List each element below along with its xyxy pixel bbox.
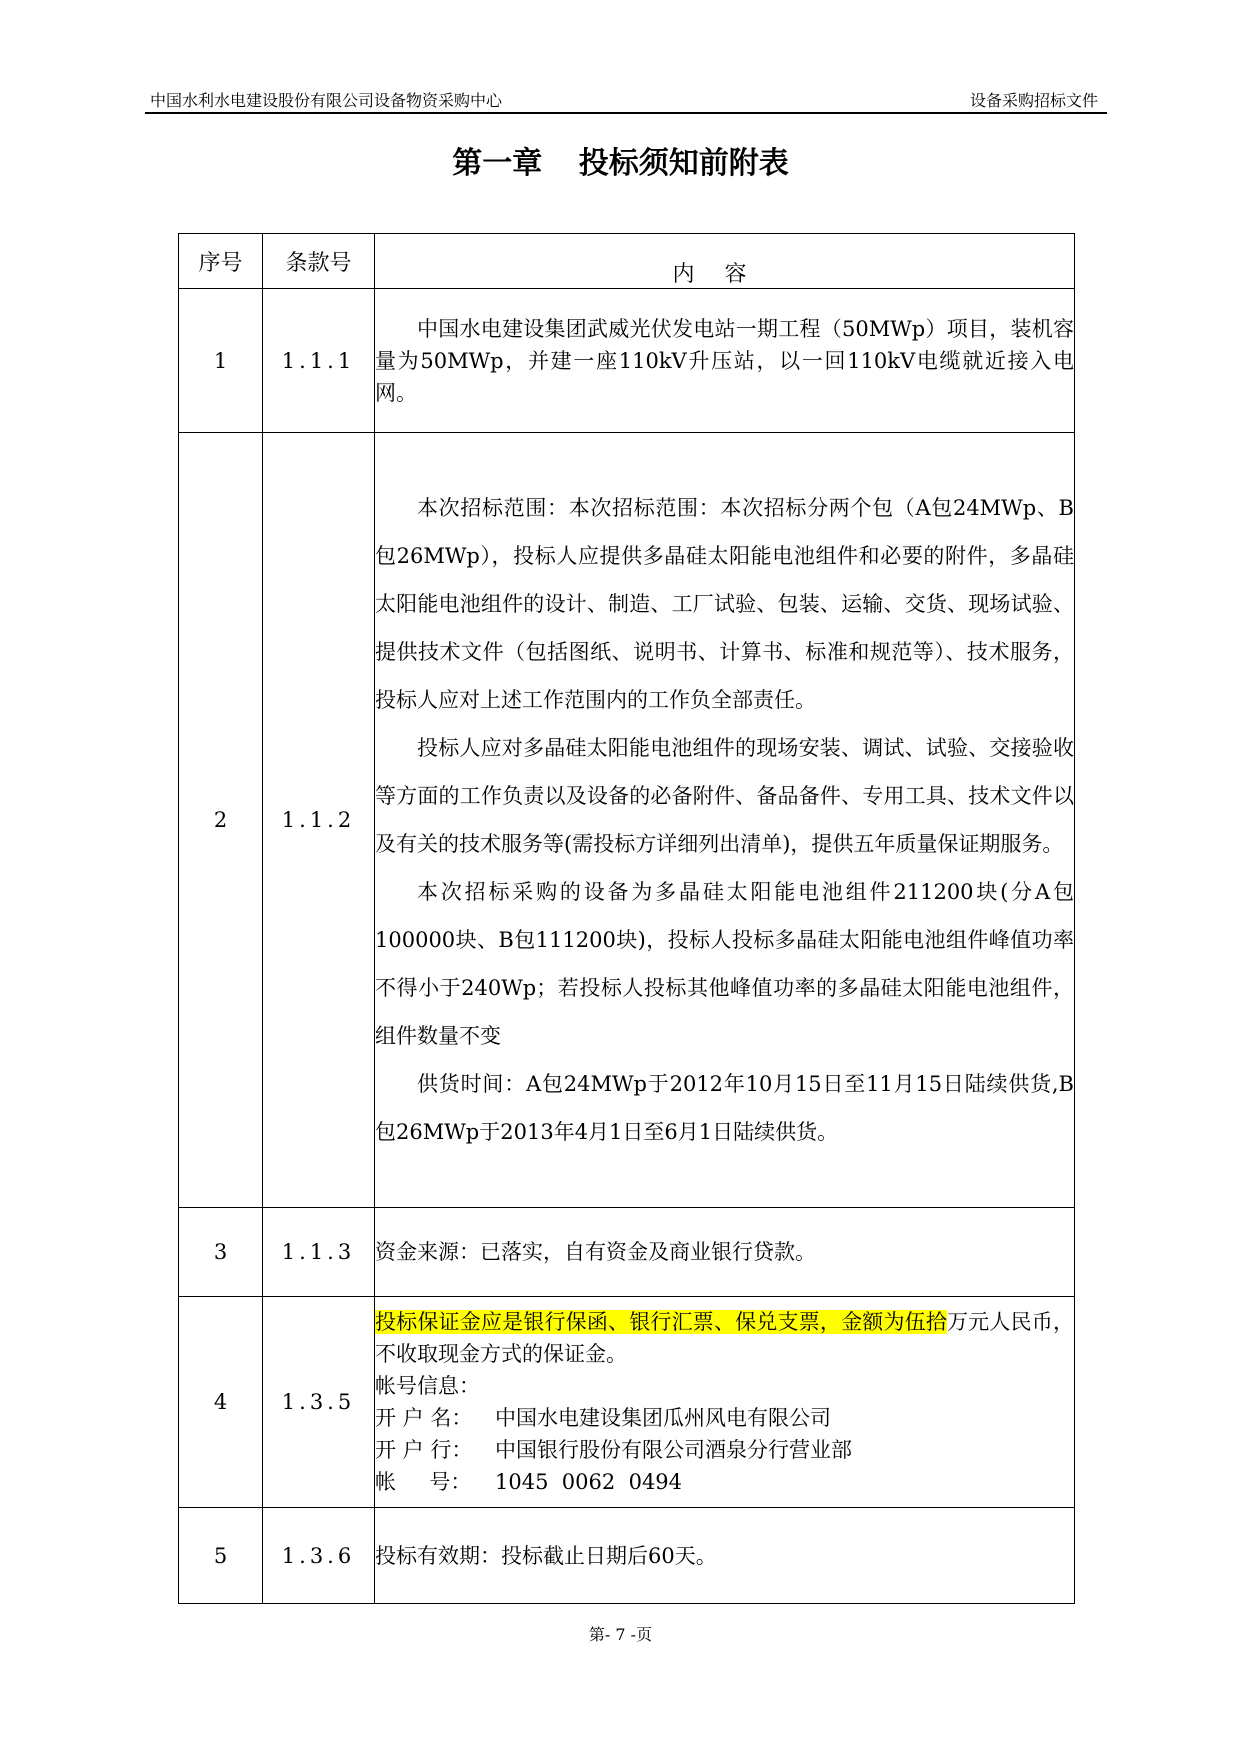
highlighted-text: 投标保证金应是银行保函、银行汇票、保兑支票，金额为伍拾 bbox=[375, 1310, 948, 1334]
account-value: 中国银行股份有限公司酒泉分行营业部 bbox=[495, 1438, 852, 1462]
header-org: 中国水利水电建设股份有限公司设备物资采购中心 bbox=[150, 91, 503, 110]
content-paragraph: 本次招标采购的设备为多晶硅太阳能电池组件211200块(分A包100000块、B包111200块)，投标人投标多晶硅太阳能电池组件峰值功率不得小于240Wp；若投标人投标其他峰值功率的多晶硅太阳能电池组件，组件数量不变 bbox=[375, 880, 1074, 1048]
account-bank-line bbox=[375, 1434, 1074, 1466]
deposit-paragraph bbox=[375, 1306, 1074, 1370]
col-header-no: 序号 bbox=[179, 234, 263, 289]
content-paragraph: 投标有效期：投标截止日期后60天。 bbox=[375, 1543, 717, 1568]
account-title: 帐号信息： bbox=[375, 1374, 480, 1398]
page-number: 第- 7 -页 bbox=[588, 1625, 653, 1644]
account-name-line bbox=[375, 1402, 1074, 1434]
account-label: 开 户 名： bbox=[375, 1406, 473, 1430]
header-divider bbox=[145, 112, 1107, 114]
row-clause: 1.1.3 bbox=[263, 1208, 375, 1297]
content-paragraph: 供货时间：A包24MWp于2012年10月15日至11月15日陆续供货,B包26MWp于2013年4月1日至6月1日陆续供货。 bbox=[375, 1072, 1074, 1144]
table-row bbox=[179, 1508, 1075, 1604]
table-header-row bbox=[179, 234, 1075, 289]
row-clause: 1.1.2 bbox=[263, 433, 375, 1208]
row-no: 5 bbox=[179, 1508, 263, 1604]
account-value: 中国水电建设集团瓜州风电有限公司 bbox=[495, 1406, 831, 1430]
header-doc-type: 设备采购招标文件 bbox=[969, 91, 1098, 110]
row-content bbox=[375, 433, 1075, 1208]
account-label: 开 户 行： bbox=[375, 1438, 473, 1462]
row-no: 3 bbox=[179, 1208, 263, 1297]
content-paragraph: 投标人应对多晶硅太阳能电池组件的现场安装、调试、试验、交接验收等方面的工作负责以及设备的必备附件、备品备件、专用工具、技术文件以及有关的技术服务等(需投标方详细列出清单)，提供五年质量保证期服务。 bbox=[375, 736, 1074, 856]
row-no: 1 bbox=[179, 289, 263, 433]
table-row bbox=[179, 1297, 1075, 1508]
row-no: 4 bbox=[179, 1297, 263, 1508]
col-header-clause: 条款号 bbox=[263, 234, 375, 289]
account-value: 1045 0062 0494 bbox=[495, 1470, 683, 1494]
content-paragraph: 本次招标范围：本次招标范围：本次招标分两个包（A包24MWp、B包26MWp），投标人应提供多晶硅太阳能电池组件和必要的附件，多晶硅太阳能电池组件的设计、制造、工厂试验、包装、运输、交货、现场试验、提供技术文件（包括图纸、说明书、计算书、标准和规范等）、技术服务，投标人应对上述工作范围内的工作负全部责任。 bbox=[375, 496, 1074, 712]
content-paragraph: 资金来源：已落实，自有资金及商业银行贷款。 bbox=[375, 1240, 816, 1264]
row-content bbox=[375, 1508, 1075, 1604]
content-paragraph: 中国水电建设集团武威光伏发电站一期工程（50MWp）项目，装机容量为50MWp，并建一座110kV升压站，以一回110kV电缆就近接入电网。 bbox=[375, 316, 1074, 405]
row-clause: 1.1.1 bbox=[263, 289, 375, 433]
row-content bbox=[375, 289, 1075, 433]
table-row bbox=[179, 1208, 1075, 1297]
row-content bbox=[375, 1208, 1075, 1297]
clause-table bbox=[178, 233, 1075, 1604]
deposit-text: 万元人民币，不收取现金方式的保证金。 bbox=[375, 1310, 1074, 1366]
col-header-content: 内容 bbox=[375, 234, 1075, 289]
account-label: 帐 号： bbox=[375, 1470, 472, 1494]
row-clause: 1.3.5 bbox=[263, 1297, 375, 1508]
account-number-line bbox=[375, 1466, 1074, 1498]
row-no: 2 bbox=[179, 433, 263, 1208]
row-clause: 1.3.6 bbox=[263, 1508, 375, 1604]
table-row bbox=[179, 289, 1075, 433]
row-content bbox=[375, 1297, 1075, 1508]
page-title: 第一章 投标须知前附表 bbox=[452, 146, 789, 181]
table-row bbox=[179, 433, 1075, 1208]
